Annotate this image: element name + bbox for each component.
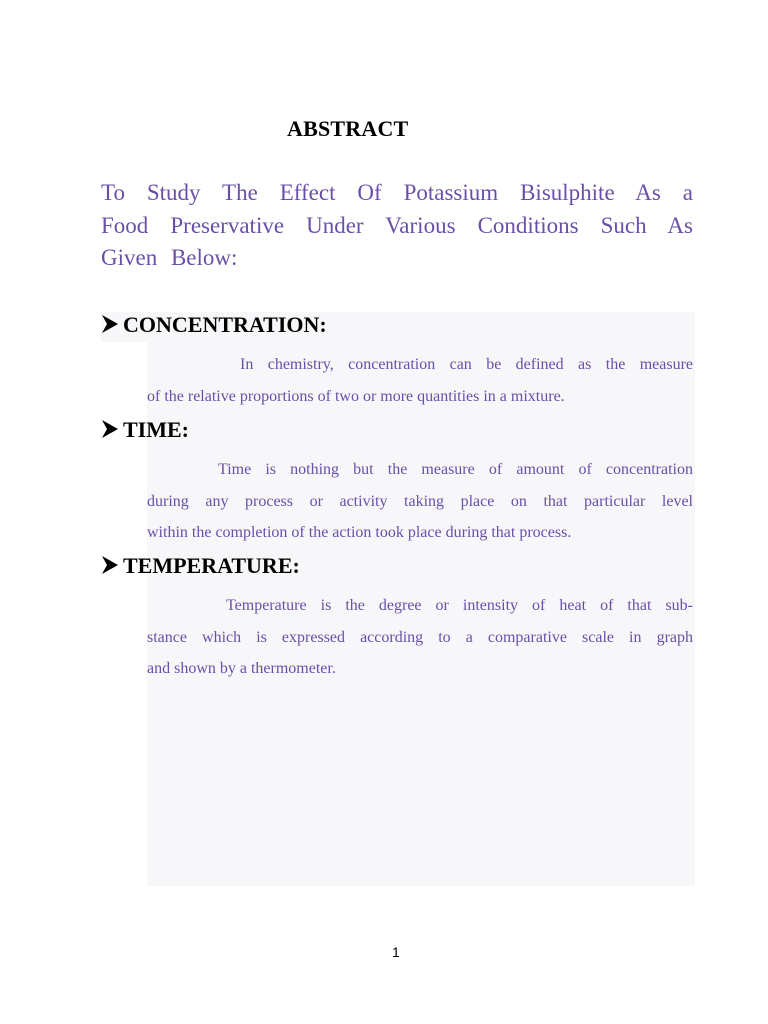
paragraph-line: stance which is expressed according to a comparative scale in graph [147, 628, 693, 646]
paragraph-line: In chemistry, concentration can be defined as the measure [240, 356, 693, 373]
paragraph-line: during any process or activity taking place on that particular level [147, 492, 693, 510]
intro-paragraph [101, 177, 693, 275]
paragraph-line: and shown by a thermometer. [147, 660, 336, 677]
arrow-bullet-icon [101, 419, 119, 439]
arrow-bullet-icon [101, 555, 119, 575]
section-heading-text: TEMPERATURE: [123, 553, 300, 578]
section-heading-text: CONCENTRATION: [123, 312, 327, 337]
paragraph-line: within the completion of the action took place during that process. [147, 524, 572, 541]
section-heading-temperature [101, 553, 300, 579]
section-heading-concentration [101, 312, 327, 338]
section-paragraph-time [147, 454, 693, 549]
intro-line: To Study The Effect Of Potassium Bisulphite As a [101, 180, 693, 205]
page-title: ABSTRACT [287, 116, 409, 141]
intro-line: Food Preservative Under Various Conditions Such As [101, 212, 693, 238]
arrow-bullet-icon [101, 314, 119, 334]
paragraph-line: Time is nothing but the measure of amount of concentration [218, 461, 693, 478]
section-heading-time [101, 417, 189, 443]
section-paragraph-temperature [147, 590, 693, 685]
intro-line: Given Below: [101, 245, 238, 270]
section-paragraph-concentration [147, 349, 693, 412]
paragraph-line: Temperature is the degree or intensity of heat of that sub- [226, 597, 693, 614]
paragraph-line: of the relative proportions of two or more quantities in a mixture. [147, 387, 565, 405]
section-heading-text: TIME: [123, 417, 189, 442]
page-number: 1 [392, 944, 400, 960]
